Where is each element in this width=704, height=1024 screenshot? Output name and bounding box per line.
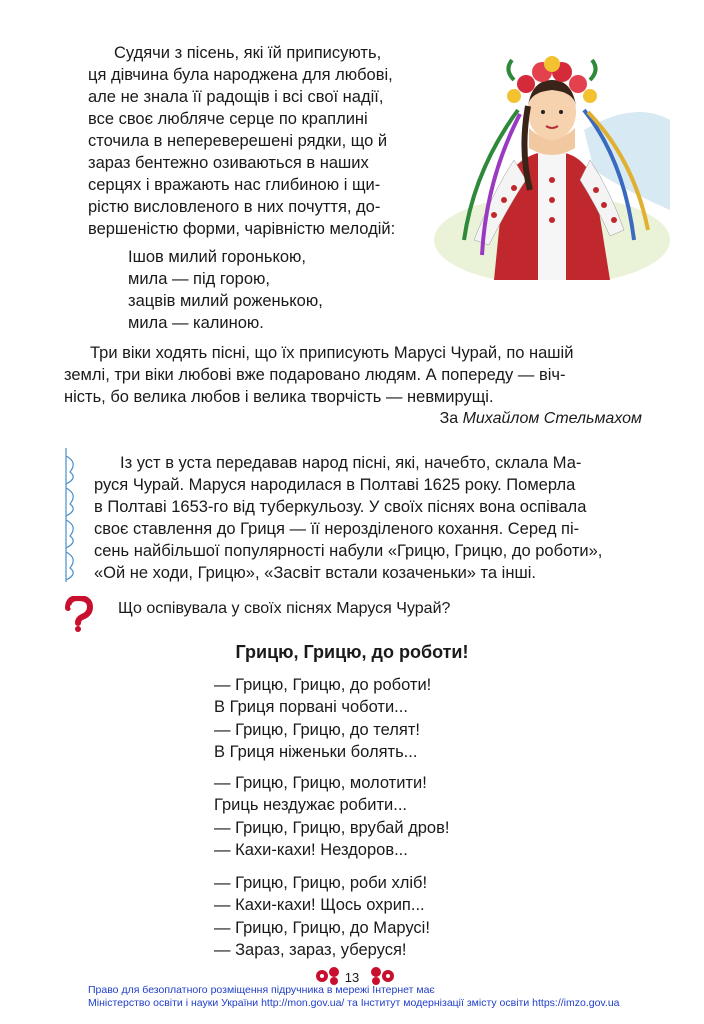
- ornament-icon: [62, 448, 84, 582]
- footer-notice: [88, 984, 620, 1010]
- text-line: Судячи з пісень, які їй приписують,: [114, 44, 382, 62]
- song-stanza: [214, 772, 449, 862]
- song-line: — Грицю, Грицю, роби хліб!: [214, 874, 428, 892]
- text-line: ність, бо велика любов і велика творчість — невмирущі.: [64, 388, 494, 406]
- footer-line: Право для безоплатного розміщення підручника в мережі Інтернет має: [88, 984, 435, 996]
- text-line: Три віки ходять пісні, що їх приписують Марусі Чурай, по нашій: [90, 344, 574, 362]
- song-line: Гриць нездужає робити...: [214, 796, 407, 815]
- text-line: руся Чурай. Маруся народилася в Полтаві 1625 року. Померла: [94, 476, 576, 494]
- attribution: [440, 410, 642, 428]
- text-line: серцях і вражають нас глибиною і щи-: [88, 176, 381, 194]
- text-line: в Полтаві 1653-го від туберкульозу. У своїх піснях вона оспівала: [94, 498, 587, 516]
- paragraph-three-centuries: [64, 342, 642, 408]
- song-line: В Гриця ніженьки болять...: [214, 743, 418, 762]
- text-line: землі, три віки любові вже подаровано людям. А попереду — віч-: [64, 366, 566, 384]
- poem-line: Ішов милий горонькою,: [128, 248, 306, 266]
- poem-line: мила — калиною.: [128, 314, 264, 332]
- poem-quote: [128, 246, 323, 334]
- song-title: Грицю, Грицю, до роботи!: [235, 642, 469, 662]
- question-mark-icon: [62, 596, 94, 632]
- paragraph-biography: [94, 452, 642, 584]
- footer-line: Міністерство освіти і науки України http://mon.gov.ua/ та Інститут модернізації змісту освіти https://imzo.gov.ua: [88, 997, 620, 1009]
- text-line: рістю висловленого в них почуття, до-: [88, 198, 381, 216]
- song-stanza: [214, 674, 431, 764]
- song-line: — Грицю, Грицю, врубай дров!: [214, 818, 450, 837]
- song-stanza: [214, 872, 430, 962]
- attribution-prefix: За: [439, 410, 459, 427]
- song-line: — Кахи-кахи! Щось охрип...: [214, 896, 425, 915]
- text-line: але не знала її радощів і всі свої надії,: [88, 88, 384, 106]
- text-line: Із уст в уста передавав народ пісні, які, начебто, склала Ма-: [120, 454, 582, 472]
- intro-paragraph: [88, 42, 406, 240]
- text-line: «Ой не ходи, Грицю», «Засвіт встали козаченьки» та інші.: [94, 564, 536, 582]
- song-line: — Грицю, Грицю, до Марусі!: [214, 918, 430, 937]
- poem-line: мила — під горою,: [128, 270, 270, 288]
- song-line: — Зараз, зараз, уберуся!: [214, 941, 407, 960]
- girl-illustration: [434, 40, 670, 280]
- song-line: — Грицю, Грицю, молотити!: [214, 774, 427, 792]
- song-line: — Грицю, Грицю, до роботи!: [214, 676, 432, 694]
- text-line: все своє любляче серце по краплині: [88, 110, 368, 128]
- question-text: Що оспівувала у своїх піснях Маруся Чурай?: [118, 600, 451, 617]
- text-line: сточила в непереверешені рядки, що й: [88, 132, 388, 150]
- song-line: — Грицю, Грицю, до телят!: [214, 720, 420, 739]
- text-line: ця дівчина була народжена для любові,: [88, 66, 393, 84]
- attribution-author: Михайлом Стельмахом: [462, 410, 642, 427]
- song-line: В Гриця порвані чоботи...: [214, 698, 408, 717]
- text-line: своє ставлення до Гриця — її нерозділеного кохання. Серед пі-: [94, 520, 580, 538]
- page-number: 13: [344, 970, 360, 985]
- poem-line: зацвів милий роженькою,: [128, 292, 323, 310]
- text-line: сень найбільшої популярності набули «Грицю, Грицю, до роботи»,: [94, 542, 603, 560]
- text-line: вершеністю форми, чарівністю мелодій:: [88, 220, 396, 238]
- song-line: — Кахи-кахи! Нездоров...: [214, 841, 408, 860]
- text-line: зараз бентежно озиваються в наших: [88, 154, 369, 172]
